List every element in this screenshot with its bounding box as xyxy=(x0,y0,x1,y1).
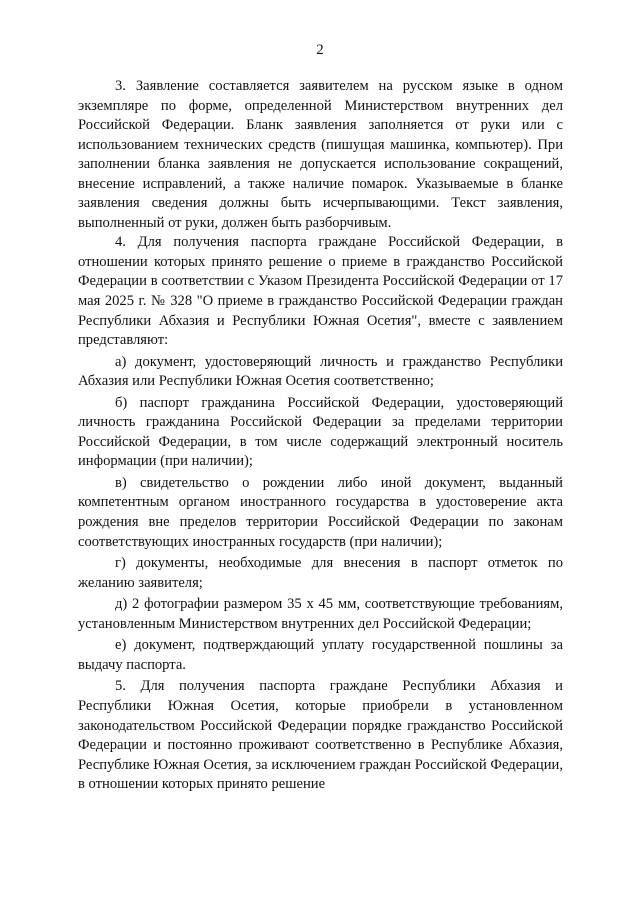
paragraph-3: 3. Заявление составляется заявителем на русском языке в одном экземпляре по форме, определенной Министерством внутренних дел Российской Федерации. Бланк заявления заполняется от руки или с использованием технических средств (пишущая машинка, компьютер). При заполнении бланка заявления не допускается использование сокращений, внесение исправлений, а также наличие помарок. Указываемые в бланке заявления сведения должны быть исчерпывающими. Текст заявления, выполненный от руки, должен быть разборчивым. xyxy=(78,78,563,231)
document-body xyxy=(78,77,563,795)
list-item-g: г) документы, необходимые для внесения в паспорт отметок по желанию заявителя; xyxy=(78,555,563,591)
list-item-v: в) свидетельство о рождении либо иной документ, выданный компетентным органом иностранного государства в удостоверение акта рождения вне пределов территории Российской Федерации по законам соответствующих иностранных государств (при наличии); xyxy=(78,474,563,550)
list-item-a: а) документ, удостоверяющий личность и гражданство Республики Абхазия или Республики Южная Осетия соответственно; xyxy=(78,353,563,390)
paragraph-5: 5. Для получения паспорта граждане Республики Абхазия и Республики Южная Осетия, которые приобрели в установленном законодательством Российской Федерации порядке гражданство Российской Федерации и постоянно проживают соответственно в Республике Абхазия, Республике Южная Осетия, за исключением граждан Российской Федерации, в отношении которых принято решение xyxy=(78,678,563,793)
list-item-e: е) документ, подтверждающий уплату государственной пошлины за выдачу паспорта. xyxy=(78,637,563,673)
list-item-d: д) 2 фотографии размером 35 х 45 мм, соответствующие требованиям, установленным Министерством внутренних дел Российской Федерации; xyxy=(78,596,563,632)
paragraph-4: 4. Для получения паспорта граждане Российской Федерации, в отношении которых принято решение о приеме в гражданство Российской Федерации в соответствии с Указом Президента Российской Федерации от 17 мая 2025 г. № 328 "О приеме в гражданство Российской Федерации граждан Республики Абхазия и Республики Южная Осетия", вместе с заявлением представляют: xyxy=(78,234,563,349)
list-item-b: б) паспорт гражданина Российской Федерации, удостоверяющий личность гражданина Российской Федерации за пределами территории Российской Федерации, в том числе содержащий электронный носитель информации (при наличии); xyxy=(78,394,563,470)
page-number: 2 xyxy=(316,42,324,58)
